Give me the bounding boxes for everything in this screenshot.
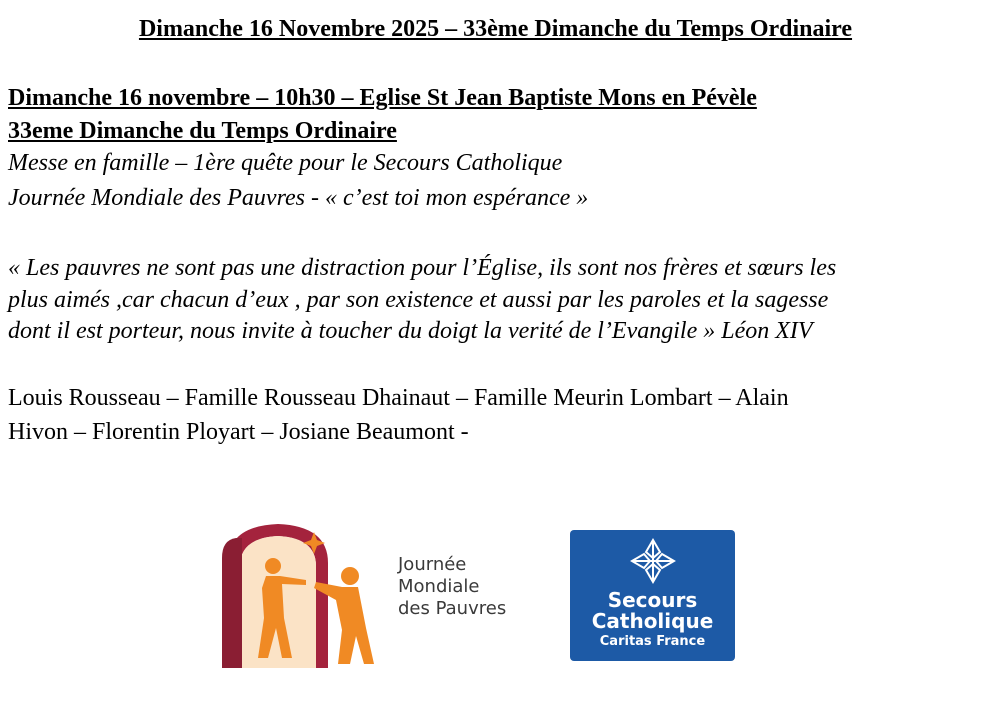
cross-icon <box>630 538 676 584</box>
jmp-logo-line: Journée <box>398 554 467 575</box>
figure-left-head <box>265 558 281 574</box>
secours-logo-line: Secours <box>607 588 698 612</box>
intentions-line: Hivon – Florentin Ployart – Josiane Beaumont - <box>8 419 469 445</box>
page-title: Dimanche 16 Novembre 2025 – 33ème Dimanche du Temps Ordinaire <box>138 16 853 42</box>
secours-catholique-logo <box>570 530 735 661</box>
event-info-collection: Messe en famille – 1ère quête pour le Secours Catholique <box>8 150 563 176</box>
secours-logo-line: Catholique <box>591 609 714 633</box>
quote-line: plus aimés ,car chacun d’eux , par son existence et aussi par les paroles et la sagesse <box>8 287 829 313</box>
door-pillar <box>222 538 242 668</box>
event-heading: Dimanche 16 novembre – 10h30 – Eglise St Jean Baptiste Mons en Pévèle <box>8 85 757 111</box>
event-info-theme: Journée Mondiale des Pauvres - « c’est toi mon espérance » <box>8 185 589 211</box>
quote-line: « Les pauvres ne sont pas une distraction pour l’Église, ils sont nos frères et sœurs les <box>8 255 837 281</box>
jmp-logo-text <box>398 554 506 620</box>
quote-line: dont il est porteur, nous invite à toucher du doigt la verité de l’Evangile » Léon XIV <box>8 318 813 344</box>
secours-logo-line: Caritas France <box>599 634 706 649</box>
intentions-line: Louis Rousseau – Famille Rousseau Dhainaut – Famille Meurin Lombart – Alain <box>8 385 789 411</box>
jmp-logo-line: Mondiale <box>398 576 480 597</box>
journee-mondiale-pauvres-logo <box>218 518 388 668</box>
jmp-logo-line: des Pauvres <box>398 598 507 619</box>
figure-right-head <box>341 567 359 585</box>
event-subheading: 33eme Dimanche du Temps Ordinaire <box>8 118 397 144</box>
